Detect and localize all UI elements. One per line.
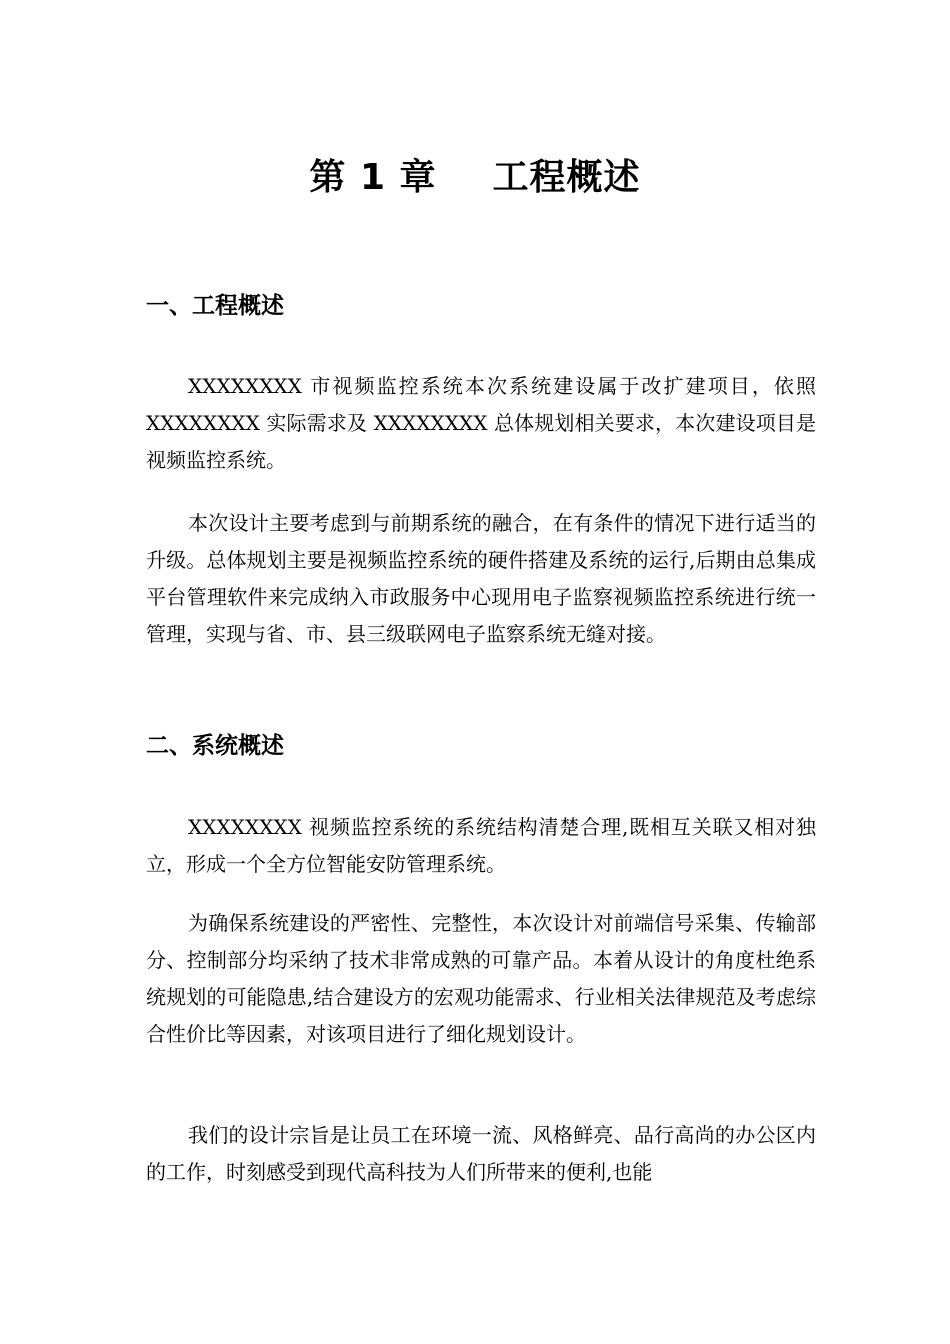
paragraph-2-2: 为确保系统建设的严密性、完整性，本次设计对前端信号采集、传输部分、控制部分均采纳了技术非常成熟的可靠产品。本着从设计的角度杜绝系统规划的可能隐患,结合建设方的宏观功能需求、行业相关法律规范及考虑综合性价比等因素，对该项目进行了细化规划设计。 (146, 911, 816, 1046)
section-heading-1: 一、工程概述 (146, 293, 284, 319)
chapter-title (0, 152, 950, 204)
paragraph-1-2: 本次设计主要考虑到与前期系统的融合，在有条件的情况下进行适当的升级。总体规划主要是视频监控系统的硬件搭建及系统的运行,后期由总集成平台管理软件来完成纳入市政服务中心现用电子监察视频监控系统进行统一管理，实现与省、市、县三级联网电子监察系统无缝对接。 (146, 511, 816, 646)
chapter-number: 第 1 章 (309, 157, 437, 198)
chapter-title-text: 工程概述 (492, 157, 641, 198)
paragraph-1-1: XXXXXXXX 市视频监控系统本次系统建设属于改扩建项目，依照 XXXXXXXX 实际需求及 XXXXXXXX 总体规划相关要求，本次建设项目是视频监控系统。 (146, 374, 816, 472)
paragraph-2-3: 我们的设计宗旨是让员工在环境一流、风格鲜亮、品行高尚的办公区内的工作，时刻感受到现代高科技为人们所带来的便利,也能 (146, 1123, 816, 1184)
paragraph-2-1: XXXXXXXX 视频监控系统的系统结构清楚合理,既相互关联又相对独立，形成一个全方位智能安防管理系统。 (146, 815, 816, 876)
section-heading-2: 二、系统概述 (146, 733, 284, 759)
